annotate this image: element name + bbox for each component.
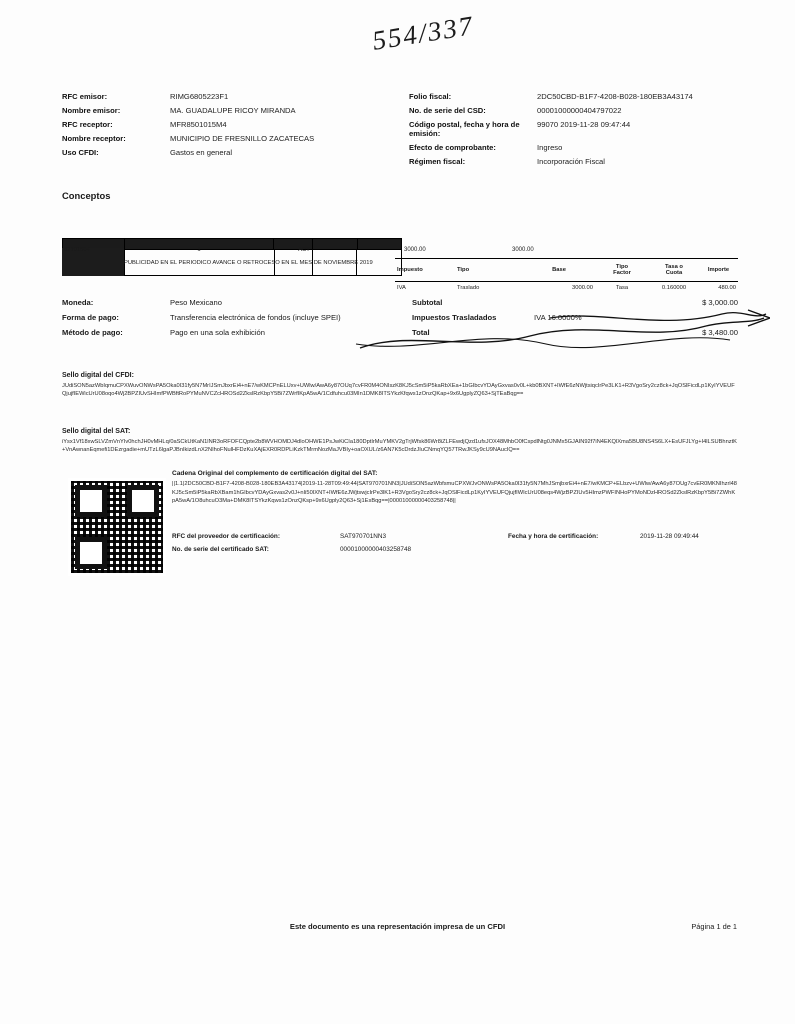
field-value: Ingreso [537, 143, 563, 153]
field-label: Régimen fiscal: [409, 157, 466, 167]
total-impuestos-trasladados [412, 313, 738, 322]
total-label: Subtotal [412, 298, 443, 307]
field-regimen-fiscal [409, 157, 738, 166]
sello-sat-block [62, 428, 738, 455]
cell-cantidad-value: 1 [197, 247, 201, 253]
cell-valor-unitario-value: 3000.00 [404, 247, 426, 253]
col-tasa-line2: Cuota [665, 270, 683, 276]
field-label: No. de serie del certificado SAT: [172, 546, 269, 553]
col-tasa-cuota [649, 264, 699, 276]
cell-impuesto: IVA [397, 285, 406, 291]
field-serie-csd [409, 106, 738, 115]
col-importe-impuesto: Importe [707, 267, 730, 273]
totals-block [412, 298, 738, 343]
cell-tipo: Traslado [457, 285, 480, 291]
field-label: RFC emisor: [62, 92, 108, 101]
sello-cfdi-block [62, 372, 738, 399]
cadena-original-block [172, 470, 738, 506]
cell-importe-value: 3000.00 [512, 247, 534, 253]
cadena-original-text: ||1.1|2DC50CBD-B1F7-4208-B028-180EB3A43174|2019-11-28T09:49:44|SAT970701NN3|JUdiSON5azWbfsmuCPXWJvONWsPA5Oka0I31fy5N7MhJSmjbxrEi4+nE7/wKMCP+ELbzv+UWlw/AwA6y87OUg7cvER0MKNIhzrl48KJ5cSm5iP5kaRbXBam1hGIbcvYDAyGxvas2v0J+nIi50IXNT+IWfE6zJWjtswjcIrPe3lK1+R3VgoSry2cz8ck+JqOSlFicdLp1KyIYVEUFQjujfIWIcUrU08eqs4WjzBPZIUv5HImzPWFINHoPYMoNDzHROSd2ZkslRzKbpY5Bi7ZWhKpA5wA/1O8uhcuO3Ma+DMK8ITSYkzKqws1zOnzQKsp+9x6Ugply2Q63+Sj1EsBqg==|00001000000403258748|| [172, 481, 737, 505]
field-folio-fiscal [409, 92, 738, 101]
field-label: No. de serie del CSD: [409, 105, 486, 115]
total-value: $ 3,000.00 [702, 298, 738, 307]
field-label: RFC del proveedor de certificación: [172, 533, 280, 540]
col-tipo: Tipo [457, 267, 470, 273]
field-label: Nombre receptor: [62, 133, 126, 143]
field-moneda [62, 298, 392, 307]
cell-importe-impuesto: 480.00 [718, 285, 736, 291]
field-value: RIMG6805223F1 [170, 92, 229, 101]
field-nombre-emisor [62, 106, 391, 115]
field-rfc-emisor [62, 92, 391, 101]
sello-sat-title: Sello digital del SAT: [62, 428, 131, 435]
sello-cfdi-title: Sello digital del CFDI: [62, 372, 134, 379]
field-label: Efecto de comprobante: [409, 143, 496, 153]
footer-note: Este documento es una representación impresa de un CFDI [289, 922, 506, 931]
cell-descripcion-value: PUBLICIDAD EN EL PERIODICO AVANCE O RETROCESO EN EL MES DE NOVIEMBRE 2019 [124, 260, 373, 266]
field-value: 00001000000403258748 [340, 546, 412, 553]
certificacion-rows [172, 533, 738, 559]
cell-base: 3000.00 [572, 285, 593, 291]
field-value: 2019-11-28 09:49:44 [640, 533, 699, 540]
field-rfc-receptor [62, 120, 391, 129]
field-label: Fecha y hora de certificación: [508, 533, 599, 540]
field-label: Nombre emisor: [62, 105, 121, 115]
col-tipo-factor [595, 264, 649, 276]
cell-tasa: 0.160000 [661, 285, 687, 291]
field-value: Gastos en general [170, 147, 233, 157]
total-mid: IVA 16.0000% [534, 313, 582, 322]
row-serie-certificado-sat [172, 546, 738, 553]
field-efecto-comprobante [409, 143, 738, 152]
total-subtotal [412, 298, 738, 307]
col-tipo-factor-line1: Tipo [615, 264, 629, 270]
table-row [395, 282, 738, 294]
field-codigo-postal-fecha [409, 120, 738, 139]
sello-sat-text: iYsx1Vf18xwSLVZmVnYIv0hchJH0vMHLq/0aSCkUtKaN1lNR3oRFOFCQpte2b8WVHOMDJ4dloOHWE1PsJwKiCIa180DptIrMuYMKV2gTrjWfsk86Wr8iZLFEwdjQzd1ufsJOX48MhbO0fCspdlNtg0JNMx5GJAIN92f7iN4EKQlXma5BU8NS4S6LX+EsUFJLYg+I4lLSUBhnztK+VnAwnanEqmefi1DEzrgadie+mUTzL6lgaPJBnIkizdLnX2NIhoFNulHFDzKuXAjEXR0RDPLiKzkTMrmNozMaJVBIy+oaOXUL/z6AN7K5cDrdzJIuCNmqYQ57TRwJKSy9cU9NAucIQ== [62, 439, 737, 454]
conceptos-row-top-values [64, 247, 400, 253]
col-tasa-line1: Tasa o [665, 264, 683, 270]
total-label: Total [412, 328, 430, 337]
cell-clave-value: 82101504 [64, 247, 90, 253]
sello-cfdi-text: JUdiSON5azWbIqmuCPXWuvONWsPA5Oka0I31fy5N7MrIJSmJbxrEi4+nE7/wKMCPnELUxv+UWlw/AwA6y87OUq7cvFR0M4ONIszK8KJ5cSm5iP5kaRbXEa+1bGIbcvYDAyGxvas0v0L+kb0BXNT+IWfE6zNWjtsiqcIrPe3LK1+R3VgoSry2cz8ck+JqOSlFicdLp1KyIYVEUFQjujfIEWicUrU08oqo4Wj2BPZIUvSHImfPWBftRoPYMuNVCZcHROSd2ZkslRzKbpY5Bi7ZWrfIKpA5wA/1Cdfuhcu03MIn1DMK8ITSYkzKfqws1zOnzQKap+9x6UgplyZQ63+SjTEaBqg== [62, 383, 735, 398]
impuestos-table [395, 258, 738, 294]
field-value: Peso Mexicano [170, 298, 222, 307]
handwritten-annotation: 554/337 [370, 10, 477, 56]
cadena-original-title: Cadena Original del complemento de certificación digital del SAT: [172, 470, 378, 477]
col-impuesto: Impuesto [397, 267, 423, 273]
page-number: Página 1 de 1 [691, 922, 737, 931]
field-value: 00001000000404797022 [537, 105, 622, 115]
field-value: Pago en una sola exhibición [170, 328, 265, 337]
total-label: Impuestos Trasladados [412, 313, 497, 322]
field-value: MFR8501015M4 [170, 119, 227, 129]
total-total [412, 328, 738, 337]
header-fields [62, 92, 738, 171]
col-tipo-factor-line2: Factor [613, 270, 631, 276]
field-value: Transferencia electrónica de fondos (incluye SPEI) [170, 313, 341, 322]
field-label: Código postal, fecha y hora de emisión: [409, 119, 520, 139]
field-label: Folio fiscal: [409, 92, 452, 101]
field-value: MUNICIPIO DE FRESNILLO ZACATECAS [170, 133, 315, 143]
field-label: Moneda: [62, 298, 94, 307]
row-rfc-proveedor [172, 533, 738, 540]
impuestos-table-header [395, 259, 738, 282]
field-nombre-receptor [62, 134, 391, 143]
conceptos-section-title: Conceptos [62, 190, 111, 201]
field-forma-pago [62, 313, 392, 322]
payment-info [62, 298, 392, 343]
field-metodo-pago [62, 328, 392, 337]
field-value: Incorporación Fiscal [537, 157, 605, 167]
field-label: Forma de pago: [62, 313, 119, 322]
field-value: SAT970701NN3 [340, 533, 387, 540]
field-value: 99070 2019-11-28 09:47:44 [537, 119, 631, 129]
cell-factor: Tasa [615, 285, 629, 291]
field-uso-cfdi [62, 148, 391, 157]
header-left-column [62, 92, 391, 171]
qr-code [68, 478, 166, 576]
qr-finder-bottom-left [75, 537, 107, 569]
cell-unidad-value: ACT [298, 247, 310, 253]
field-value: MA. GUADALUPE RICOY MIRANDA [170, 105, 296, 115]
field-label: RFC receptor: [62, 119, 113, 129]
col-base: Base [552, 267, 566, 273]
field-value: 2DC50CBD-B1F7-4208-B028-180EB3A43174 [537, 92, 693, 101]
total-value: $ 3,480.00 [702, 328, 738, 337]
header-right-column [409, 92, 738, 171]
field-label: Uso CFDI: [62, 147, 99, 157]
field-label: Método de pago: [62, 328, 123, 337]
